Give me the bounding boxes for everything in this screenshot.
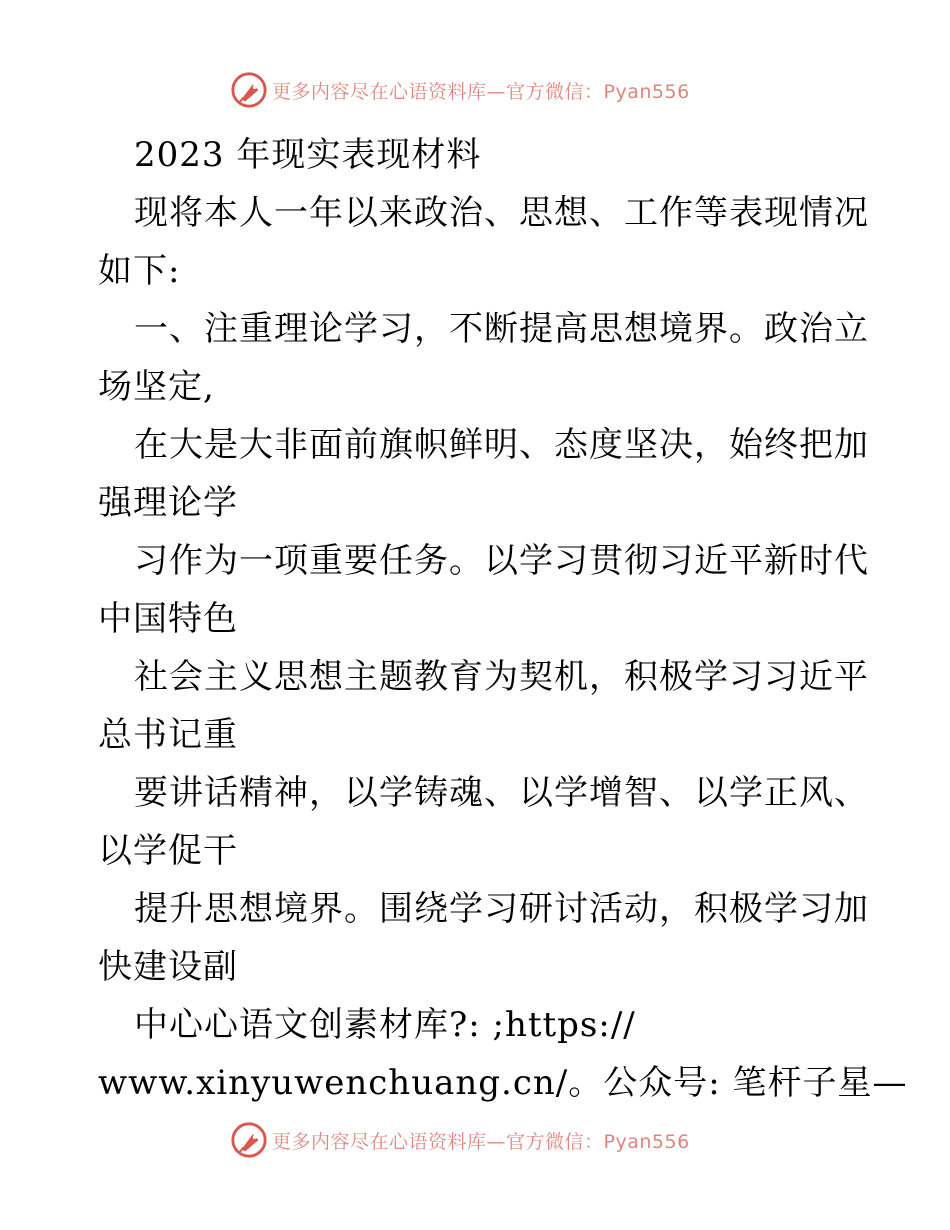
paragraph-line: 中心心语文创素材库?: ;https:// xyxy=(134,1005,636,1045)
paragraph-line: 现将本人一年以来政治、思想、工作等表现情况 xyxy=(134,193,869,233)
paragraph-line: 以学促干 xyxy=(98,831,238,871)
paragraph-line: 在大是大非面前旗帜鲜明、态度坚决，始终把加 xyxy=(134,425,869,465)
header-banner xyxy=(230,70,690,110)
section-heading-line: 一、注重理论学习，不断提高思想境界。政治立 xyxy=(134,309,869,349)
paragraph-line: 如下: xyxy=(98,251,181,291)
paragraph-line: 提升思想境界。围绕学习研讨活动，积极学习加 xyxy=(134,889,869,929)
pen-nib-logo-icon xyxy=(230,1121,268,1159)
paragraph-line: 强理论学 xyxy=(98,483,238,523)
paragraph-line: 要讲话精神，以学铸魂、以学增智、以学正风、 xyxy=(134,773,869,813)
document-body xyxy=(98,126,908,1112)
header-banner-text: 更多内容尽在心语资料库—官方微信：Pyan556 xyxy=(272,80,690,103)
paragraph-line: 场坚定, xyxy=(98,367,215,407)
footer-banner-text: 更多内容尽在心语资料库—官方微信：Pyan556 xyxy=(272,1130,690,1153)
paragraph-line: 中国特色 xyxy=(98,599,238,639)
paragraph-line: 习作为一项重要任务。以学习贯彻习近平新时代 xyxy=(134,541,869,581)
url-line: www.xinyuwenchuang.cn/。公众号: 笔杆子星— xyxy=(98,1063,908,1103)
pen-nib-logo-icon xyxy=(230,71,268,109)
document-title: 2023 年现实表现材料 xyxy=(134,135,482,175)
footer-banner xyxy=(230,1120,690,1160)
paragraph-line: 快建设副 xyxy=(98,947,238,987)
paragraph-line: 社会主义思想主题教育为契机，积极学习习近平 xyxy=(134,657,869,697)
paragraph-line: 总书记重 xyxy=(98,715,238,755)
